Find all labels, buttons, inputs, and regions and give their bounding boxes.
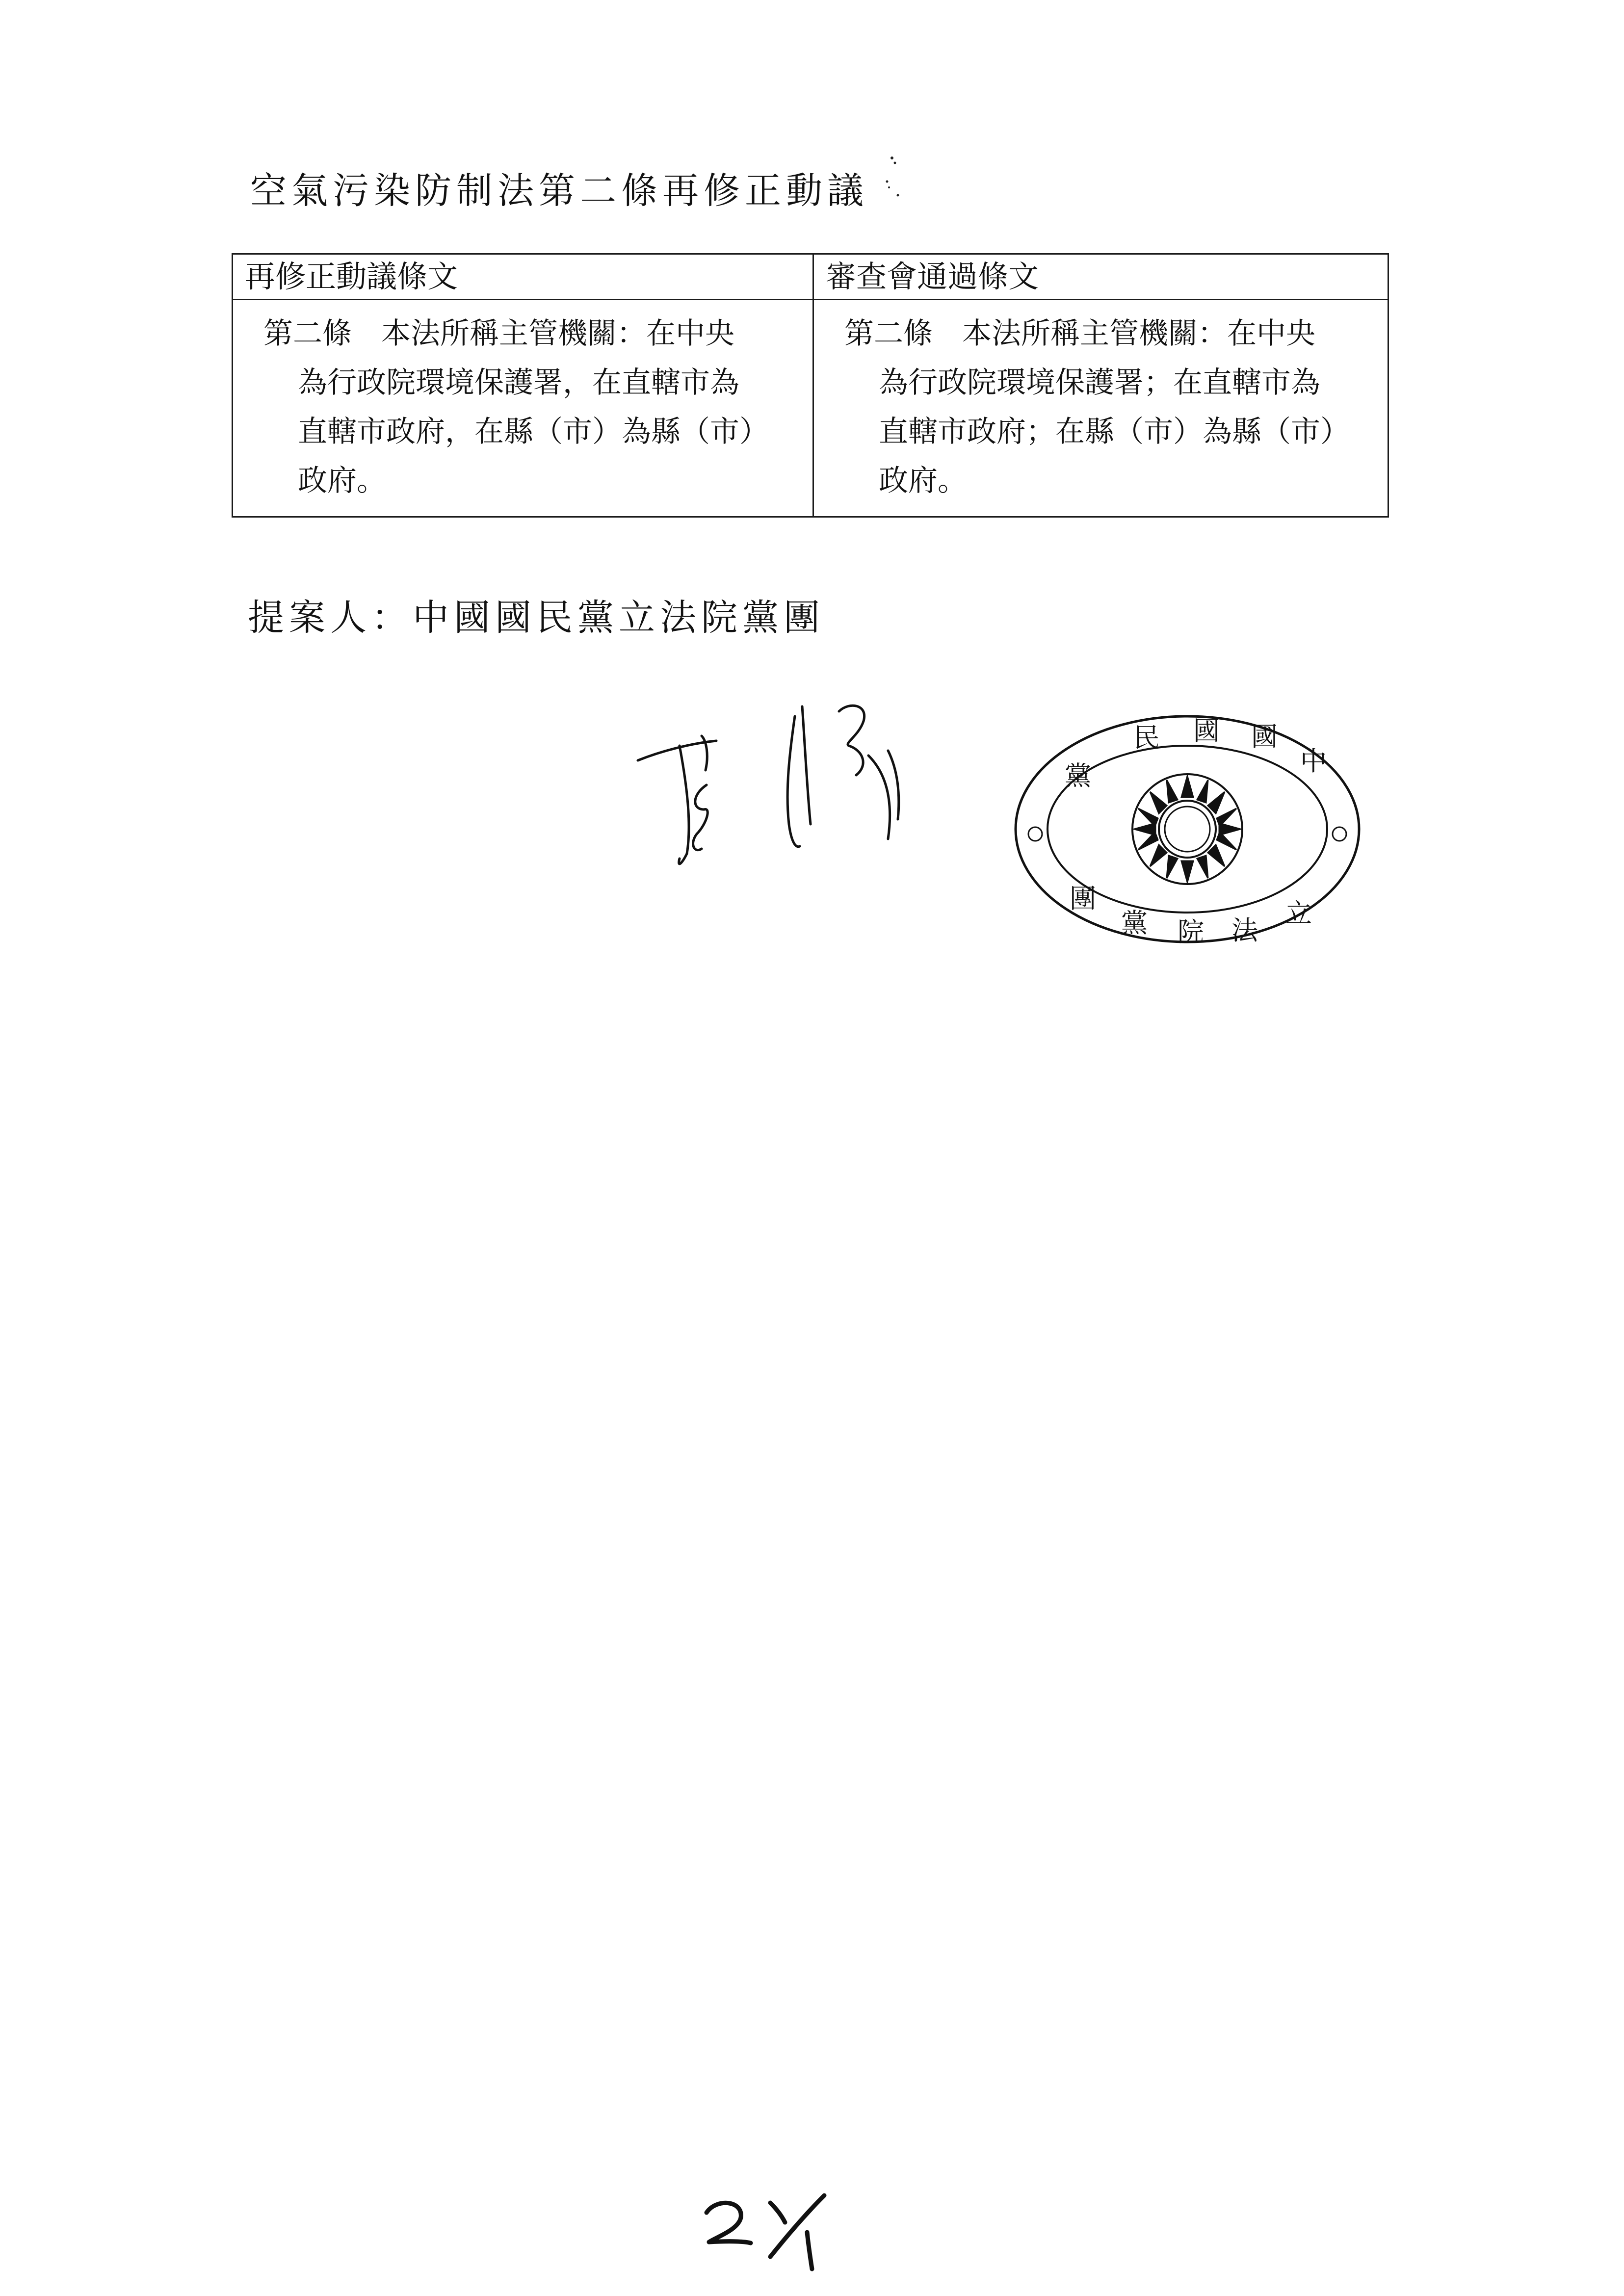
document-title: 空氣污染防制法第二條再修正動議	[250, 170, 868, 212]
article-line: 為行政院環境保護署，在直轄市為	[298, 365, 739, 400]
page-number-mark-icon	[697, 2183, 844, 2271]
scan-speck-decoration	[878, 152, 908, 206]
seal-char: 團	[1070, 883, 1096, 914]
table-row	[233, 300, 1388, 517]
seal-char: 中	[1300, 746, 1327, 777]
article-line: 為行政院環境保護署；在直轄市為	[879, 365, 1320, 400]
article-line: 第二條 本法所稱主管機關：在中央	[844, 316, 1315, 351]
proposed-article-cell	[233, 300, 813, 517]
article-line: 直轄市政府，在縣（市）為縣（市）	[298, 415, 769, 449]
seal-char: 民	[1133, 722, 1160, 753]
proposer-line: 提案人：中國國民黨立法院黨團	[248, 597, 825, 639]
handwritten-signature-icon	[633, 677, 947, 883]
seal-char: 國	[1251, 721, 1278, 752]
article-line: 政府。	[298, 464, 386, 498]
table-header-row	[233, 254, 1388, 300]
committee-article-cell	[813, 300, 1388, 517]
amendment-comparison-table	[232, 253, 1389, 518]
seal-char: 立	[1285, 898, 1312, 929]
article-line: 政府。	[879, 464, 967, 498]
article-line: 直轄市政府；在縣（市）為縣（市）	[879, 415, 1350, 449]
seal-char: 院	[1178, 916, 1204, 947]
seal-char: 國	[1193, 715, 1220, 746]
seal-char: 黨	[1065, 760, 1091, 791]
header-committee-text: 審查會通過條文	[813, 254, 1388, 300]
article-line: 第二條 本法所稱主管機關：在中央	[263, 316, 734, 351]
header-proposed-text: 再修正動議條文	[233, 254, 813, 300]
seal-char: 法	[1231, 915, 1258, 946]
seal-char: 黨	[1121, 908, 1148, 939]
party-seal-icon	[1011, 711, 1364, 947]
